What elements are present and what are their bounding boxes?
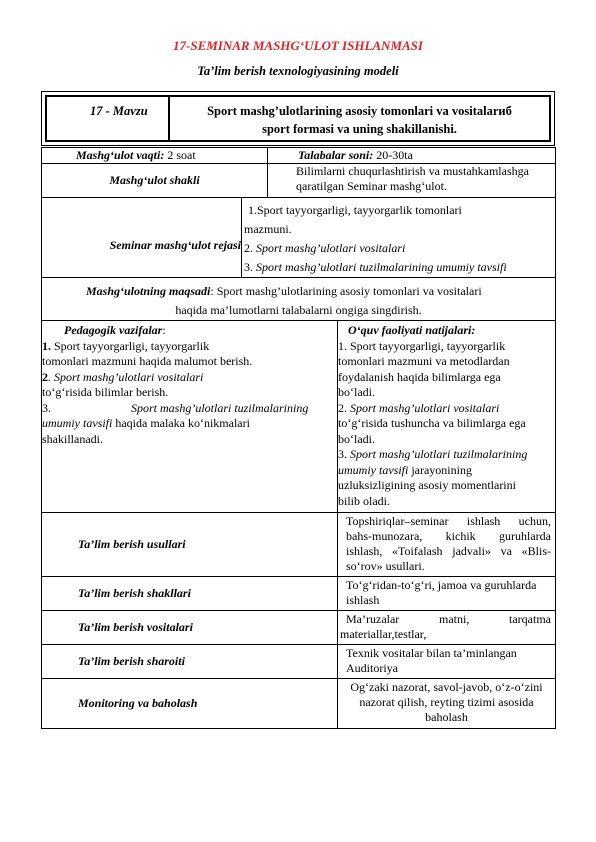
tasks-colon: : [162, 323, 166, 337]
row-time [42, 148, 556, 164]
row-form [42, 164, 556, 198]
result-line-7: bo‘ladi. [338, 431, 375, 446]
goal-line2: haqida ma’lumotlarni talabalarni ongiga singdirish. [175, 303, 422, 317]
topic-label: 17 - Mavzu [47, 97, 170, 140]
result-9-italic: umumiy tavsifi [338, 462, 409, 477]
monitoring-line-2: nazorat qilish, reyting tizimi asosida [359, 695, 534, 709]
plan-list [242, 198, 556, 278]
task-3-text: . Sport mashg’ulotlari vositalari [48, 369, 204, 384]
task-line-1 [42, 339, 337, 355]
task-line-6 [42, 416, 337, 432]
task-1-num: 1. [42, 338, 51, 353]
forms-value [338, 577, 556, 611]
methods-line-1: Topshiriqlar–seminar ishlash uchun, [346, 514, 551, 528]
plan-item-3-num: 3. [244, 260, 253, 274]
forms-line-2: ishlash [346, 593, 380, 607]
form-line2: qaratilgan Seminar mashg‘ulot. [296, 179, 447, 193]
task-line-7: shakillanadi. [42, 431, 103, 446]
tasks-label: Pedagogik vazifalar [64, 323, 163, 337]
means-line-1: Ma’ruzalar matni, tarqatma [346, 612, 551, 626]
goal-text-1: : Sport mashg’ulotlarining asosiy tomonlari va vositalari [210, 284, 482, 298]
plan-item-1b: mazmuni. [244, 222, 292, 236]
methods-line-2: bahs-munozara, kichik guruhlarda [346, 529, 551, 543]
conditions-value [338, 645, 556, 679]
topic-text-line2: sport formasi va uning shakillanishi. [262, 122, 457, 136]
form-label: Mashg‘ulot shakli [42, 164, 268, 198]
row-methods [42, 513, 556, 577]
monitoring-value [338, 679, 556, 729]
forms-line-1: To‘g‘ridan-to‘g‘ri, jamoa va guruhlarda [346, 578, 537, 592]
monitoring-label: Monitoring va baholash [42, 679, 338, 729]
row-forms [42, 577, 556, 611]
plan-item-3 [244, 258, 553, 277]
result-line-9 [338, 463, 555, 479]
result-5-num: 2. [338, 400, 347, 415]
row-means [42, 611, 556, 645]
conditions-line-1: Texnik vositalar bilan ta’minlangan [346, 646, 517, 660]
result-9-text: jarayonining [408, 462, 472, 477]
students-value: 20-30ta [376, 148, 413, 162]
page-subtitle: Ta’lim berish texnologiyasining modeli [197, 64, 399, 78]
row-goal [42, 278, 556, 321]
tasks-title [42, 323, 337, 339]
result-5-text: Sport mashg’ulotlari vositalari [347, 400, 500, 415]
methods-line-3: ishlash, «Toifalash jadvali» va «Blis- [346, 544, 551, 558]
topic-text-line1: Sport mashg’ulotlarining asosiy tomonlari va vositalarиб [207, 104, 512, 118]
result-line-4: bo‘ladi. [338, 385, 375, 399]
task-line-3 [42, 370, 337, 386]
plan-label: Seminar mashg‘ulot rejasi [42, 198, 242, 278]
result-line-6: to‘g‘risida tushuncha va bilimlarga ega [338, 416, 526, 430]
task-line-5 [42, 401, 337, 417]
result-line-5 [338, 401, 555, 417]
students-cell [268, 148, 556, 164]
goal-label: Mashg‘ulotning maqsadi [86, 284, 211, 298]
results-label: O‘quv faoliyati natijalari: [348, 323, 476, 337]
plan-item-2-text: Sport mashg’ulotlari vositalari [256, 241, 406, 255]
result-8-text: Sport mashg’ulotlari tuzilmalarining [347, 447, 528, 461]
result-line-2: tomonlari mazmuni va metodlardan [338, 354, 510, 368]
result-line-1: 1. Sport tayyorgarligi, tayyorgarlik [338, 338, 506, 353]
conditions-line-2: Auditoriya [346, 661, 398, 675]
forms-label: Ta’lim berish shakllari [42, 577, 338, 611]
monitoring-line-1: Og‘zaki nazorat, savol-javob, o‘z-o‘zini [350, 680, 543, 694]
topic-box [41, 91, 555, 146]
tasks-cell [42, 321, 338, 513]
task-6-text: haqida malaka ko‘nikmalari [112, 416, 250, 430]
goal-line1 [44, 282, 553, 301]
means-line-2: materiallar,testlar, [340, 627, 427, 641]
methods-value [338, 513, 556, 577]
methods-label: Ta’lim berish usullari [42, 513, 338, 577]
result-line-11: bilib oladi. [338, 493, 390, 508]
time-label: Mashg‘ulot vaqti: [76, 148, 165, 162]
row-conditions [42, 645, 556, 679]
goal-cell [42, 278, 556, 321]
task-1-text: Sport tayyorgarligi, tayyorgarlik [54, 338, 210, 353]
plan-item-3-text: Sport mashg’ulotlari tuzilmalarining umumiy tavsifi [256, 260, 507, 274]
plan-item-2 [244, 239, 553, 258]
topic-box-inner [45, 95, 551, 142]
result-line-8 [338, 447, 555, 463]
task-3-num: 2 [42, 369, 48, 384]
result-8-num: 3. [338, 447, 347, 461]
task-5-num: 3. [42, 400, 51, 415]
lesson-plan-table [41, 147, 556, 729]
plan-item-1a: 1.Sport tayyorgarligi, tayyorgarlik tomonlari [248, 203, 462, 217]
form-value [268, 164, 556, 198]
form-line1: Bilimlarni chuqurlashtirish va mustahkamlashga [296, 164, 529, 178]
time-cell [42, 148, 268, 164]
conditions-label: Ta’lim berish sharoiti [42, 645, 338, 679]
task-line-2: tomonlari mazmuni haqida malumot berish. [42, 354, 253, 368]
students-label: Talabalar soni: [298, 148, 374, 162]
task-5-words: Sport mashg’ulotlari tuzilmalarining [131, 400, 309, 415]
task-5-text [131, 401, 336, 417]
row-plan [42, 198, 556, 278]
results-cell [338, 321, 556, 513]
result-line-3: foydalanish haqida bilimlarga ega [338, 369, 501, 384]
task-6-italic: umumiy tavsifi [42, 416, 113, 430]
plan-item-2-num: 2. [244, 241, 253, 255]
result-line-10: uzluksizligining asosiy momentlarini [338, 478, 516, 492]
task-line-4: to‘g‘risida bilimlar berish. [42, 385, 169, 399]
row-tasks-results [42, 321, 556, 513]
means-label: Ta’lim berish vositalari [42, 611, 338, 645]
methods-line-4: so‘rov» usullari. [346, 559, 425, 573]
means-value [338, 611, 556, 645]
page-title: 17-SEMINAR MASHG‘ULOT ISHLANMASI [173, 38, 423, 53]
topic-text [170, 97, 549, 140]
monitoring-line-3: baholash [425, 710, 468, 724]
row-monitoring [42, 679, 556, 729]
time-value: 2 soat [167, 148, 196, 162]
